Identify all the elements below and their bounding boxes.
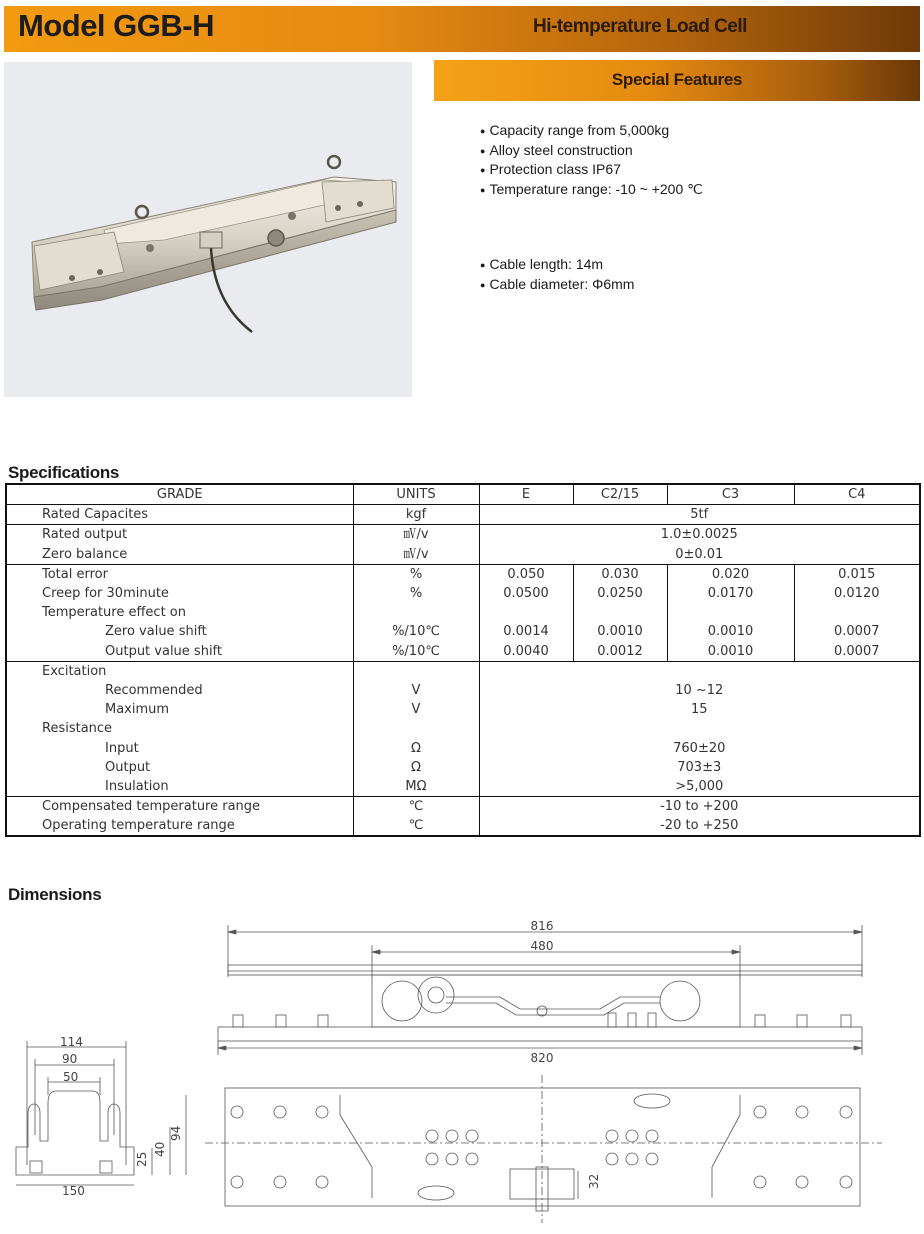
dim-32-label: 32 xyxy=(587,1173,601,1189)
features-list-main xyxy=(480,121,703,199)
load-cell-photo-illustration xyxy=(4,62,412,397)
end-view-drawing xyxy=(16,1035,186,1198)
feature-cable-diameter: ● Cable diameter: Φ6mm xyxy=(480,275,634,295)
header-c2-15: C2/15 xyxy=(573,484,667,505)
table-row xyxy=(6,816,920,836)
table-row xyxy=(6,564,920,584)
table-row xyxy=(6,505,920,525)
features-header-bar xyxy=(434,60,920,101)
row-label: Zero balance xyxy=(42,546,128,562)
row-value: 15 xyxy=(479,700,920,719)
row-value: 5tf xyxy=(479,505,920,525)
row-value: 0.0010 xyxy=(667,622,794,641)
specifications-title: Specifications xyxy=(8,463,120,482)
header-c4: C4 xyxy=(794,484,920,505)
table-row xyxy=(6,622,920,641)
row-unit: % xyxy=(353,584,479,603)
features-title: Special Features xyxy=(611,70,743,89)
dim-480-label: 480 xyxy=(530,939,554,953)
header-c3: C3 xyxy=(667,484,794,505)
feature-protection: ● Protection class IP67 xyxy=(480,160,703,180)
dim-50-label: 50 xyxy=(63,1070,79,1084)
dim-150-label: 150 xyxy=(62,1184,85,1198)
row-value: 0.0007 xyxy=(794,642,920,662)
dimension-drawing xyxy=(0,905,924,1229)
row-value: 0.0014 xyxy=(479,622,573,641)
row-value: 0±0.01 xyxy=(479,545,920,565)
table-row xyxy=(6,777,920,797)
row-unit: MΩ xyxy=(353,777,479,797)
table-row xyxy=(6,758,920,777)
row-value: 0.0010 xyxy=(573,622,667,641)
model-title: Model GGB-H xyxy=(18,8,214,43)
dim-40-label: 40 xyxy=(153,1141,167,1157)
side-view-drawing xyxy=(218,919,862,1065)
table-header-row xyxy=(6,484,920,505)
row-value: 0.015 xyxy=(794,564,920,584)
row-unit: ℃ xyxy=(353,797,479,817)
row-label: Zero value shift xyxy=(105,624,207,640)
row-label: Rated Capacites xyxy=(6,505,353,525)
row-unit: kgf xyxy=(353,505,479,525)
row-value: 0.0170 xyxy=(667,584,794,603)
dim-114-label: 114 xyxy=(60,1035,83,1049)
feature-cable-length: ● Cable length: 14m xyxy=(480,255,634,275)
row-value: 0.0250 xyxy=(573,584,667,603)
row-value: 0.050 xyxy=(479,564,573,584)
table-row xyxy=(6,603,920,622)
row-value: -10 to +200 xyxy=(479,797,920,817)
row-label: Input xyxy=(105,740,139,756)
header-grade: GRADE xyxy=(156,487,203,503)
dim-94-label: 94 xyxy=(169,1125,183,1141)
row-label: Total error xyxy=(6,564,353,584)
dim-820-label: 820 xyxy=(530,1051,554,1065)
row-value: 0.0007 xyxy=(794,622,920,641)
table-row xyxy=(6,738,920,757)
row-label: Insulation xyxy=(105,778,169,794)
dimensions-drawings xyxy=(0,905,924,1229)
table-row xyxy=(6,719,920,738)
table-row xyxy=(6,642,920,662)
row-unit: V xyxy=(353,681,479,700)
table-row xyxy=(6,797,920,817)
row-value: 760±20 xyxy=(479,738,920,757)
feature-capacity: ● Capacity range from 5,000kg xyxy=(480,121,703,141)
features-list-cable xyxy=(480,255,634,294)
product-subtitle: Hi-temperature Load Cell xyxy=(533,16,747,37)
row-label: Maximum xyxy=(105,702,170,718)
row-unit: ㎷/v xyxy=(353,545,479,565)
row-label: Creep for 30minute xyxy=(42,586,169,602)
product-photo xyxy=(4,62,412,397)
top-view-drawing xyxy=(205,1075,882,1223)
row-unit: %/10℃ xyxy=(353,642,479,662)
specifications-table xyxy=(5,483,921,837)
row-value: 0.0500 xyxy=(479,584,573,603)
row-value: 10 ~12 xyxy=(479,681,920,700)
row-value: 0.0010 xyxy=(667,642,794,662)
row-value: 1.0±0.0025 xyxy=(479,525,920,545)
row-value: 0.030 xyxy=(573,564,667,584)
row-label: Output value shift xyxy=(105,643,222,659)
row-value: 0.0120 xyxy=(794,584,920,603)
table-row xyxy=(6,700,920,719)
row-value: >5,000 xyxy=(479,777,920,797)
dimensions-title: Dimensions xyxy=(8,885,102,904)
dim-90-label: 90 xyxy=(62,1052,78,1066)
row-unit: Ω xyxy=(353,738,479,757)
feature-construction: ● Alloy steel construction xyxy=(480,141,703,161)
row-unit: V xyxy=(353,700,479,719)
table-row xyxy=(6,661,920,681)
row-value: 0.0040 xyxy=(479,642,573,662)
table-row xyxy=(6,681,920,700)
table-row xyxy=(6,525,920,545)
row-label: Recommended xyxy=(105,682,203,698)
header-units: UNITS xyxy=(353,484,479,505)
table-row xyxy=(6,584,920,603)
row-unit: ㎷/v xyxy=(353,525,479,545)
row-label: Excitation xyxy=(6,661,353,681)
header-e: E xyxy=(479,484,573,505)
row-value: 0.020 xyxy=(667,564,794,584)
row-value: 0.0012 xyxy=(573,642,667,662)
row-label: Output xyxy=(105,759,151,775)
row-label: Temperature effect on xyxy=(42,605,187,621)
row-value: -20 to +250 xyxy=(479,816,920,836)
table-row xyxy=(6,545,920,565)
row-label: Resistance xyxy=(42,721,113,737)
row-label: Compensated temperature range xyxy=(6,797,353,817)
row-unit: ℃ xyxy=(353,816,479,836)
row-unit: Ω xyxy=(353,758,479,777)
dim-816-label: 816 xyxy=(530,919,554,933)
feature-temperature: ● Temperature range: -10 ~ +200 ℃ xyxy=(480,180,703,200)
row-value: 703±3 xyxy=(479,758,920,777)
row-label: Rated output xyxy=(6,525,353,545)
dim-25-label: 25 xyxy=(135,1151,149,1167)
row-label: Operating temperature range xyxy=(42,818,235,834)
row-unit: %/10℃ xyxy=(353,622,479,641)
row-unit: % xyxy=(353,564,479,584)
